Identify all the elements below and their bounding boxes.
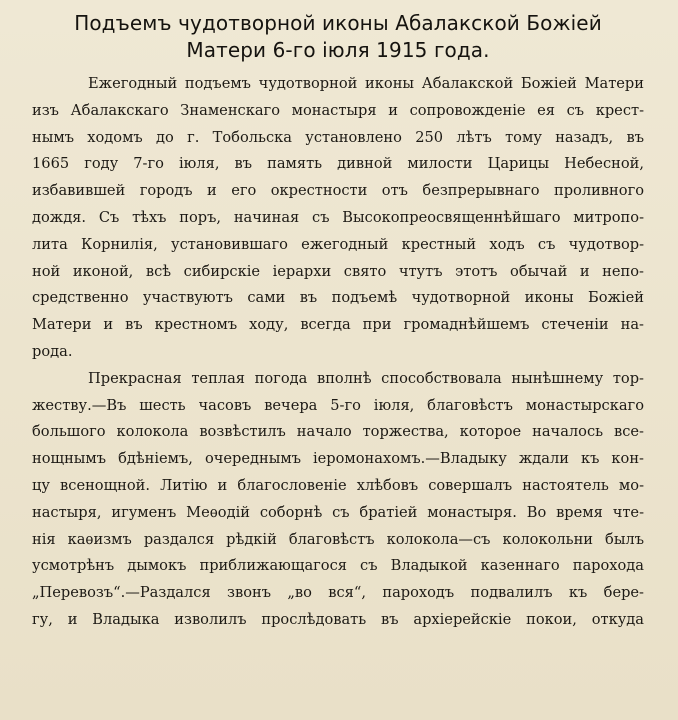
title-line: Подъемъ чудотворной иконы Абалакской Божiей xyxy=(74,11,602,35)
text-line: 1665 году 7-го iюля, въ память дивной милости Царицы Небесной, xyxy=(32,155,644,173)
text-line: „Перевозъ“.—Раздался звонъ „во вся“, пароходъ подвалилъ къ бере- xyxy=(32,584,644,602)
text-line: жеству.—Въ шесть часовъ вечера 5-го iюля, благовѣстъ монастырскаго xyxy=(32,396,644,414)
text-line: гу, и Владыка изволилъ прослѣдовать въ архiерейскiе покои, откуда xyxy=(32,610,644,628)
text-line: Матери и въ крестномъ ходу, всегда при громаднѣйшемъ стеченiи на- xyxy=(32,316,644,334)
text-line: усмотрѣнъ дымокъ приближающагося съ Владыкой казеннаго парохода xyxy=(32,557,644,575)
paragraph xyxy=(32,366,644,634)
text-line: ной иконой, всѣ сибирскiе iерархи свято чтутъ этотъ обычай и непо- xyxy=(32,262,644,280)
document-title xyxy=(32,10,644,64)
text-line: нымъ ходомъ до г. Тобольска установлено 250 лѣтъ тому назадъ, въ xyxy=(32,128,644,146)
text-line: нiя каѳизмъ раздался рѣдкiй благовѣстъ колокола—съ колокольни былъ xyxy=(32,530,644,548)
title-line: Матери 6-го iюля 1915 года. xyxy=(186,38,490,62)
text-line: изъ Абалакскаго Знаменскаго монастыря и сопровожденiе ея съ крест- xyxy=(32,101,644,119)
text-line: Прекрасная теплая погода вполнѣ способствовала нынѣшнему тор- xyxy=(88,369,644,387)
text-line: дождя. Съ тѣхъ поръ, начиная съ Высокопреосвященнѣйшаго митропо- xyxy=(32,208,644,226)
text-line: рода. xyxy=(32,342,73,360)
text-line: лита Корнилiя, установившаго ежегодный крестный ходъ съ чудотвор- xyxy=(32,235,644,253)
text-line: настыря, игуменъ Меѳодiй соборнѣ съ братiей монастыря. Во время чте- xyxy=(32,503,644,521)
text-line: избавившей городъ и его окрестности отъ безпрерывнаго проливного xyxy=(32,182,644,200)
text-line: средственно участвуютъ сами въ подъемѣ чудотворной иконы Божiей xyxy=(32,289,644,307)
text-line: Ежегодный подъемъ чудотворной иконы Абалакской Божiей Матери xyxy=(88,75,644,92)
text-line: нощнымъ бдѣнiемъ, очереднымъ iеромонахомъ.—Владыку ждали къ кон- xyxy=(32,450,644,468)
paragraph xyxy=(32,71,644,366)
text-line: большого колокола возвѣстилъ начало торжества, которое началось все- xyxy=(32,423,644,441)
text-line: цу всенощной. Литiю и благословенiе хлѣбовъ совершалъ настоятель мо- xyxy=(32,476,644,494)
document-body xyxy=(32,71,644,634)
